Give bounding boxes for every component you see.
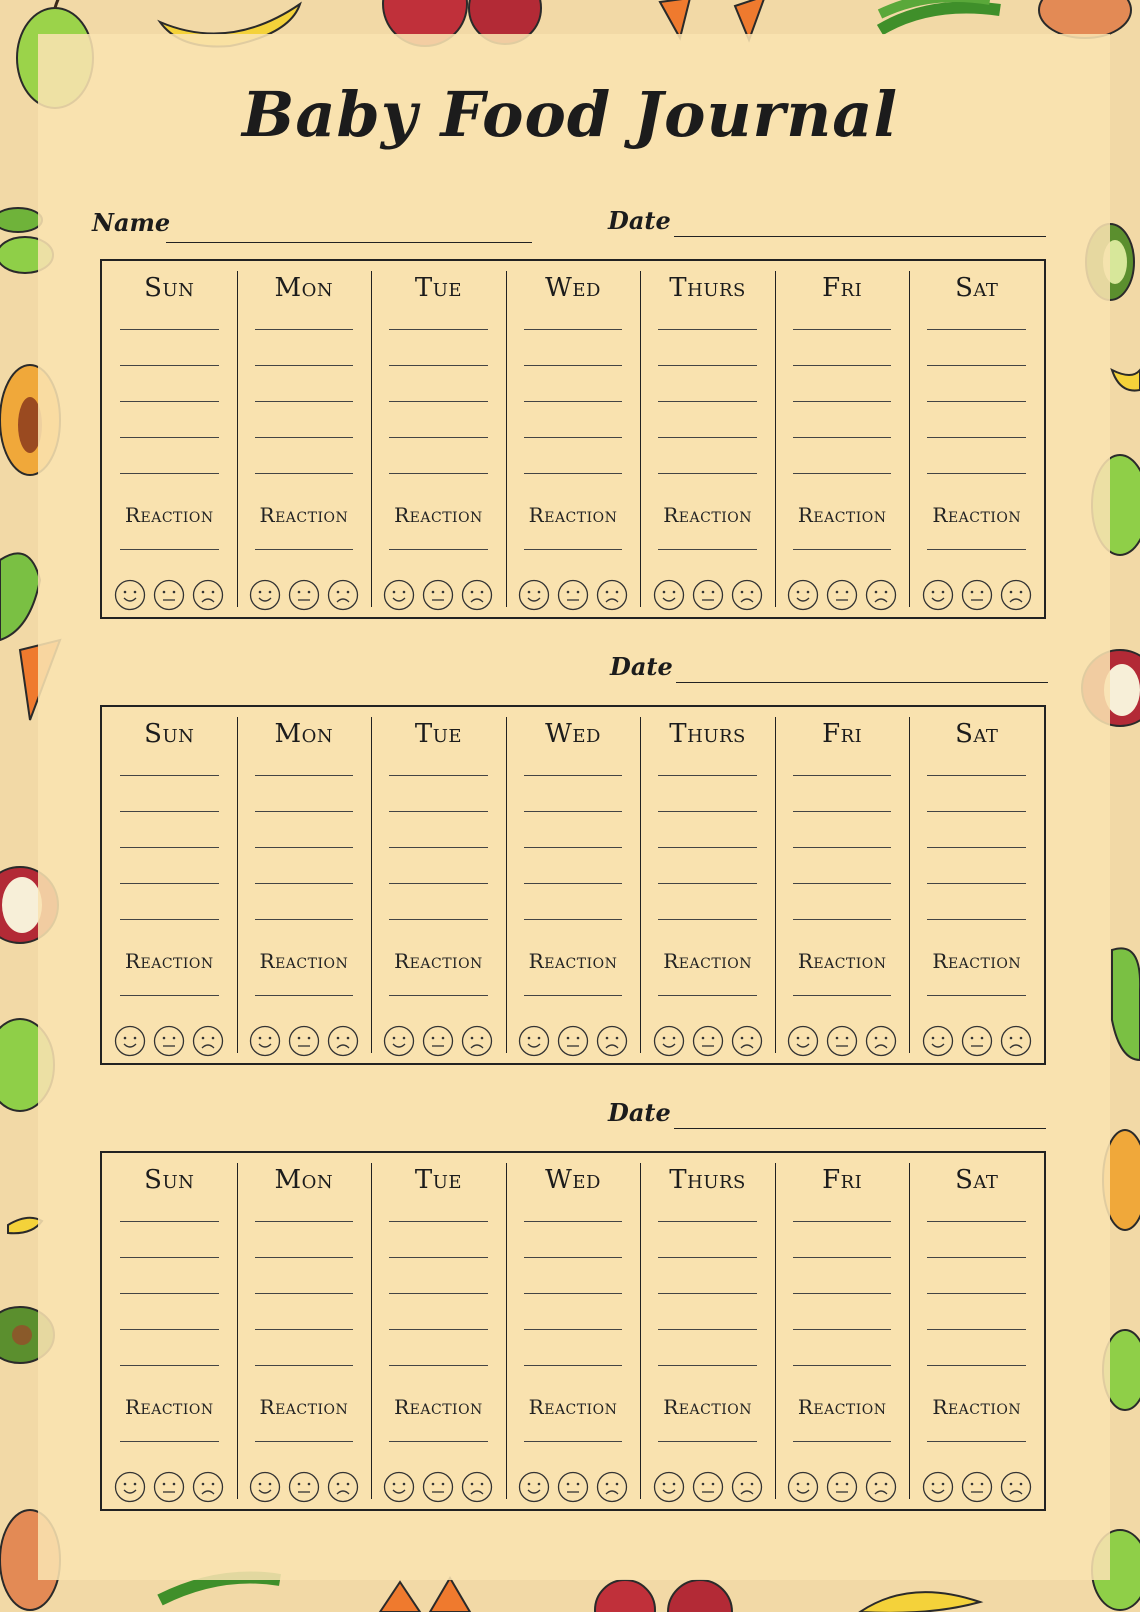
food-entry-line[interactable] bbox=[524, 775, 623, 776]
date-label: Date bbox=[608, 1098, 671, 1127]
food-entry-line[interactable] bbox=[524, 1257, 623, 1258]
day-name: Wed bbox=[545, 273, 601, 303]
food-entry-line[interactable] bbox=[120, 401, 219, 402]
happy-face-icon[interactable] bbox=[653, 579, 685, 611]
food-entry-line[interactable] bbox=[389, 437, 488, 438]
reaction-label: Reaction bbox=[932, 949, 1022, 973]
reaction-label: Reaction bbox=[394, 949, 483, 973]
food-entry-line[interactable] bbox=[524, 1293, 623, 1294]
happy-face-icon[interactable] bbox=[114, 579, 146, 611]
food-entry-line[interactable] bbox=[120, 811, 219, 812]
food-entry-line[interactable] bbox=[793, 1221, 892, 1222]
sad-face-icon[interactable] bbox=[327, 579, 359, 611]
reaction-entry-line[interactable] bbox=[524, 1441, 623, 1442]
neutral-face-icon[interactable] bbox=[422, 579, 454, 611]
food-entry-line[interactable] bbox=[524, 883, 623, 884]
day-name: Mon bbox=[274, 1165, 334, 1195]
neutral-face-icon[interactable] bbox=[961, 1025, 993, 1057]
neutral-face-icon[interactable] bbox=[692, 579, 724, 611]
reaction-label: Reaction bbox=[932, 503, 1022, 527]
reaction-label: Reaction bbox=[259, 1395, 349, 1419]
food-entry-line[interactable] bbox=[389, 775, 488, 776]
food-entry-line[interactable] bbox=[255, 1221, 354, 1222]
day-column-tue bbox=[371, 707, 506, 1063]
day-name: Sat bbox=[955, 719, 999, 749]
day-name: Fri bbox=[822, 1165, 863, 1195]
reaction-faces bbox=[506, 1025, 641, 1057]
food-entry-line[interactable] bbox=[524, 919, 623, 920]
food-entry-line[interactable] bbox=[793, 919, 892, 920]
happy-face-icon[interactable] bbox=[249, 1025, 281, 1057]
food-entry-line[interactable] bbox=[255, 847, 354, 848]
food-entry-line[interactable] bbox=[927, 847, 1026, 848]
happy-face-icon[interactable] bbox=[922, 1471, 954, 1503]
food-entry-line[interactable] bbox=[120, 437, 219, 438]
day-column-sun bbox=[102, 261, 237, 617]
reaction-entry-line[interactable] bbox=[389, 995, 488, 996]
apple-icon bbox=[595, 1580, 732, 1612]
food-entry-line[interactable] bbox=[927, 919, 1026, 920]
food-entry-line[interactable] bbox=[793, 1257, 892, 1258]
reaction-label: Reaction bbox=[259, 949, 349, 973]
page-title: Baby Food Journal bbox=[241, 78, 899, 151]
day-name: Thurs bbox=[669, 273, 746, 303]
food-entry-line[interactable] bbox=[255, 437, 354, 438]
food-entry-line[interactable] bbox=[389, 1329, 488, 1330]
food-entry-line[interactable] bbox=[658, 1257, 757, 1258]
neutral-face-icon[interactable] bbox=[692, 1471, 724, 1503]
reaction-entry-line[interactable] bbox=[927, 549, 1026, 550]
sad-face-icon[interactable] bbox=[596, 579, 628, 611]
reaction-faces bbox=[371, 1025, 506, 1057]
reaction-entry-line[interactable] bbox=[927, 995, 1026, 996]
neutral-face-icon[interactable] bbox=[557, 1025, 589, 1057]
food-entry-line[interactable] bbox=[793, 1329, 892, 1330]
food-entry-line[interactable] bbox=[524, 811, 623, 812]
reaction-faces bbox=[640, 1471, 775, 1503]
day-column-wed bbox=[506, 261, 641, 617]
food-entry-line[interactable] bbox=[927, 1293, 1026, 1294]
happy-face-icon[interactable] bbox=[518, 579, 550, 611]
reaction-entry-line[interactable] bbox=[793, 1441, 892, 1442]
day-name: Fri bbox=[822, 719, 863, 749]
reaction-entry-line[interactable] bbox=[389, 549, 488, 550]
day-column-thurs bbox=[640, 707, 775, 1063]
lettuce-icon bbox=[0, 553, 40, 640]
reaction-entry-line[interactable] bbox=[524, 995, 623, 996]
reaction-label: Reaction bbox=[394, 1395, 483, 1419]
food-entry-line[interactable] bbox=[389, 919, 488, 920]
reaction-entry-line[interactable] bbox=[120, 549, 219, 550]
food-entry-line[interactable] bbox=[658, 473, 757, 474]
food-entry-line[interactable] bbox=[120, 919, 219, 920]
reaction-label: Reaction bbox=[797, 949, 887, 973]
food-entry-line[interactable] bbox=[389, 883, 488, 884]
reaction-entry-line[interactable] bbox=[120, 1441, 219, 1442]
day-name: Mon bbox=[274, 719, 334, 749]
food-entry-line[interactable] bbox=[389, 1365, 488, 1366]
neutral-face-icon[interactable] bbox=[557, 579, 589, 611]
sad-face-icon[interactable] bbox=[731, 1471, 763, 1503]
food-entry-line[interactable] bbox=[120, 775, 219, 776]
sad-face-icon[interactable] bbox=[461, 1025, 493, 1057]
reaction-label: Reaction bbox=[124, 1395, 214, 1419]
food-entry-line[interactable] bbox=[120, 1257, 219, 1258]
happy-face-icon[interactable] bbox=[787, 1471, 819, 1503]
food-entry-line[interactable] bbox=[120, 883, 219, 884]
date-field[interactable] bbox=[674, 1128, 1046, 1129]
food-entry-line[interactable] bbox=[255, 883, 354, 884]
neutral-face-icon[interactable] bbox=[961, 1471, 993, 1503]
sweet-potato-icon bbox=[1039, 0, 1131, 38]
food-entry-line[interactable] bbox=[120, 473, 219, 474]
neutral-face-icon[interactable] bbox=[288, 1471, 320, 1503]
food-entry-line[interactable] bbox=[120, 365, 219, 366]
food-entry-line[interactable] bbox=[793, 1293, 892, 1294]
food-entry-line[interactable] bbox=[927, 1365, 1026, 1366]
reaction-faces bbox=[506, 579, 641, 611]
sad-face-icon[interactable] bbox=[1000, 1471, 1032, 1503]
food-entry-line[interactable] bbox=[793, 401, 892, 402]
green-beans-icon bbox=[880, 0, 1000, 30]
happy-face-icon[interactable] bbox=[249, 579, 281, 611]
day-column-sun bbox=[102, 707, 237, 1063]
carrot-icon bbox=[380, 1578, 470, 1612]
day-name: Fri bbox=[822, 273, 863, 303]
reaction-faces bbox=[640, 579, 775, 611]
day-column-sat bbox=[909, 261, 1044, 617]
reaction-entry-line[interactable] bbox=[658, 1441, 757, 1442]
food-entry-line[interactable] bbox=[793, 329, 892, 330]
food-entry-line[interactable] bbox=[389, 473, 488, 474]
sad-face-icon[interactable] bbox=[461, 579, 493, 611]
food-entry-line[interactable] bbox=[927, 1221, 1026, 1222]
neutral-face-icon[interactable] bbox=[422, 1471, 454, 1503]
reaction-label: Reaction bbox=[124, 503, 214, 527]
reaction-faces bbox=[237, 579, 372, 611]
food-entry-line[interactable] bbox=[524, 473, 623, 474]
reaction-entry-line[interactable] bbox=[793, 995, 892, 996]
food-entry-line[interactable] bbox=[255, 329, 354, 330]
reaction-label: Reaction bbox=[797, 503, 887, 527]
food-entry-line[interactable] bbox=[793, 1365, 892, 1366]
reaction-faces bbox=[640, 1025, 775, 1057]
neutral-face-icon[interactable] bbox=[826, 1025, 858, 1057]
reaction-entry-line[interactable] bbox=[793, 549, 892, 550]
food-entry-line[interactable] bbox=[793, 811, 892, 812]
food-entry-line[interactable] bbox=[658, 1329, 757, 1330]
day-column-wed bbox=[506, 707, 641, 1063]
food-entry-line[interactable] bbox=[389, 401, 488, 402]
day-name: Thurs bbox=[669, 1165, 746, 1195]
day-column-tue bbox=[371, 261, 506, 617]
food-entry-line[interactable] bbox=[658, 1221, 757, 1222]
sad-face-icon[interactable] bbox=[327, 1025, 359, 1057]
food-entry-line[interactable] bbox=[389, 1293, 488, 1294]
reaction-label: Reaction bbox=[259, 503, 349, 527]
food-entry-line[interactable] bbox=[927, 811, 1026, 812]
food-entry-line[interactable] bbox=[793, 437, 892, 438]
neutral-face-icon[interactable] bbox=[692, 1025, 724, 1057]
name-field[interactable] bbox=[166, 242, 532, 243]
day-column-mon bbox=[237, 707, 372, 1063]
day-column-fri bbox=[775, 261, 910, 617]
sad-face-icon[interactable] bbox=[192, 579, 224, 611]
food-entry-line[interactable] bbox=[927, 1329, 1026, 1330]
happy-face-icon[interactable] bbox=[383, 579, 415, 611]
happy-face-icon[interactable] bbox=[922, 579, 954, 611]
food-entry-line[interactable] bbox=[255, 365, 354, 366]
neutral-face-icon[interactable] bbox=[153, 1025, 185, 1057]
food-entry-line[interactable] bbox=[120, 1329, 219, 1330]
food-entry-line[interactable] bbox=[793, 473, 892, 474]
banana-icon bbox=[8, 1218, 42, 1233]
day-column-fri bbox=[775, 1153, 910, 1509]
food-entry-line[interactable] bbox=[927, 365, 1026, 366]
food-entry-line[interactable] bbox=[658, 847, 757, 848]
sad-face-icon[interactable] bbox=[731, 579, 763, 611]
date-field[interactable] bbox=[674, 236, 1046, 237]
day-column-tue bbox=[371, 1153, 506, 1509]
happy-face-icon[interactable] bbox=[787, 1025, 819, 1057]
day-column-sat bbox=[909, 1153, 1044, 1509]
food-entry-line[interactable] bbox=[658, 775, 757, 776]
reaction-faces bbox=[237, 1025, 372, 1057]
food-entry-line[interactable] bbox=[927, 329, 1026, 330]
food-entry-line[interactable] bbox=[389, 329, 488, 330]
food-entry-line[interactable] bbox=[524, 329, 623, 330]
food-entry-line[interactable] bbox=[255, 401, 354, 402]
day-name: Sat bbox=[955, 273, 999, 303]
reaction-entry-line[interactable] bbox=[389, 1441, 488, 1442]
food-entry-line[interactable] bbox=[255, 811, 354, 812]
food-entry-line[interactable] bbox=[927, 437, 1026, 438]
sad-face-icon[interactable] bbox=[327, 1471, 359, 1503]
food-entry-line[interactable] bbox=[120, 1293, 219, 1294]
food-entry-line[interactable] bbox=[120, 1365, 219, 1366]
food-entry-line[interactable] bbox=[927, 775, 1026, 776]
food-entry-line[interactable] bbox=[389, 365, 488, 366]
reaction-label: Reaction bbox=[528, 503, 618, 527]
reaction-label: Reaction bbox=[528, 1395, 618, 1419]
food-entry-line[interactable] bbox=[927, 1257, 1026, 1258]
reaction-faces bbox=[506, 1471, 641, 1503]
reaction-faces bbox=[371, 1471, 506, 1503]
reaction-faces bbox=[102, 1025, 237, 1057]
neutral-face-icon[interactable] bbox=[826, 1471, 858, 1503]
food-entry-line[interactable] bbox=[255, 919, 354, 920]
reaction-entry-line[interactable] bbox=[255, 1441, 354, 1442]
reaction-faces bbox=[775, 1471, 910, 1503]
reaction-faces bbox=[102, 579, 237, 611]
reaction-entry-line[interactable] bbox=[120, 995, 219, 996]
neutral-face-icon[interactable] bbox=[422, 1025, 454, 1057]
day-name: Tue bbox=[414, 719, 463, 749]
happy-face-icon[interactable] bbox=[787, 579, 819, 611]
day-name: Mon bbox=[274, 273, 334, 303]
reaction-faces bbox=[237, 1471, 372, 1503]
name-label: Name bbox=[92, 208, 171, 237]
food-entry-line[interactable] bbox=[658, 883, 757, 884]
food-entry-line[interactable] bbox=[658, 329, 757, 330]
sad-face-icon[interactable] bbox=[1000, 1025, 1032, 1057]
food-entry-line[interactable] bbox=[658, 919, 757, 920]
food-entry-line[interactable] bbox=[389, 1257, 488, 1258]
food-entry-line[interactable] bbox=[927, 883, 1026, 884]
banana-icon bbox=[860, 1592, 980, 1612]
reaction-label: Reaction bbox=[663, 503, 752, 527]
reaction-faces bbox=[102, 1471, 237, 1503]
day-column-mon bbox=[237, 261, 372, 617]
date-label: Date bbox=[610, 652, 673, 681]
date-field[interactable] bbox=[676, 682, 1048, 683]
day-name: Tue bbox=[414, 1165, 463, 1195]
week-table bbox=[100, 705, 1046, 1065]
food-entry-line[interactable] bbox=[524, 365, 623, 366]
sad-face-icon[interactable] bbox=[731, 1025, 763, 1057]
neutral-face-icon[interactable] bbox=[961, 579, 993, 611]
reaction-faces bbox=[909, 1471, 1044, 1503]
food-entry-line[interactable] bbox=[120, 1221, 219, 1222]
day-name: Wed bbox=[545, 1165, 601, 1195]
food-entry-line[interactable] bbox=[658, 365, 757, 366]
day-name: Wed bbox=[545, 719, 601, 749]
food-entry-line[interactable] bbox=[793, 847, 892, 848]
day-name: Sun bbox=[144, 1165, 195, 1195]
reaction-faces bbox=[775, 579, 910, 611]
food-entry-line[interactable] bbox=[793, 365, 892, 366]
neutral-face-icon[interactable] bbox=[288, 579, 320, 611]
food-entry-line[interactable] bbox=[658, 437, 757, 438]
food-entry-line[interactable] bbox=[793, 883, 892, 884]
day-column-sun bbox=[102, 1153, 237, 1509]
reaction-entry-line[interactable] bbox=[255, 549, 354, 550]
day-column-wed bbox=[506, 1153, 641, 1509]
happy-face-icon[interactable] bbox=[383, 1025, 415, 1057]
sad-face-icon[interactable] bbox=[192, 1471, 224, 1503]
sad-face-icon[interactable] bbox=[865, 579, 897, 611]
day-name: Thurs bbox=[669, 719, 746, 749]
week-table bbox=[100, 259, 1046, 619]
happy-face-icon[interactable] bbox=[249, 1471, 281, 1503]
happy-face-icon[interactable] bbox=[653, 1025, 685, 1057]
sad-face-icon[interactable] bbox=[461, 1471, 493, 1503]
day-column-sat bbox=[909, 707, 1044, 1063]
green-beans-icon bbox=[160, 1578, 280, 1601]
day-column-thurs bbox=[640, 1153, 775, 1509]
neutral-face-icon[interactable] bbox=[826, 579, 858, 611]
food-entry-line[interactable] bbox=[120, 329, 219, 330]
reaction-faces bbox=[909, 579, 1044, 611]
food-entry-line[interactable] bbox=[255, 775, 354, 776]
reaction-label: Reaction bbox=[663, 949, 752, 973]
food-entry-line[interactable] bbox=[120, 847, 219, 848]
food-entry-line[interactable] bbox=[927, 401, 1026, 402]
neutral-face-icon[interactable] bbox=[153, 1471, 185, 1503]
day-name: Sat bbox=[955, 1165, 999, 1195]
sad-face-icon[interactable] bbox=[1000, 579, 1032, 611]
food-entry-line[interactable] bbox=[255, 1257, 354, 1258]
food-entry-line[interactable] bbox=[389, 1221, 488, 1222]
happy-face-icon[interactable] bbox=[518, 1471, 550, 1503]
date-label: Date bbox=[608, 206, 671, 235]
food-entry-line[interactable] bbox=[389, 811, 488, 812]
reaction-label: Reaction bbox=[932, 1395, 1022, 1419]
banana-icon bbox=[1112, 370, 1140, 391]
reaction-faces bbox=[371, 579, 506, 611]
day-column-fri bbox=[775, 707, 910, 1063]
reaction-faces bbox=[775, 1025, 910, 1057]
food-entry-line[interactable] bbox=[255, 1329, 354, 1330]
reaction-label: Reaction bbox=[663, 1395, 752, 1419]
sad-face-icon[interactable] bbox=[596, 1471, 628, 1503]
food-entry-line[interactable] bbox=[524, 401, 623, 402]
food-entry-line[interactable] bbox=[255, 1365, 354, 1366]
happy-face-icon[interactable] bbox=[114, 1025, 146, 1057]
sad-face-icon[interactable] bbox=[865, 1471, 897, 1503]
food-entry-line[interactable] bbox=[524, 1329, 623, 1330]
day-name: Tue bbox=[414, 273, 463, 303]
food-entry-line[interactable] bbox=[524, 437, 623, 438]
happy-face-icon[interactable] bbox=[518, 1025, 550, 1057]
reaction-entry-line[interactable] bbox=[927, 1441, 1026, 1442]
reaction-label: Reaction bbox=[797, 1395, 887, 1419]
food-entry-line[interactable] bbox=[524, 847, 623, 848]
food-entry-line[interactable] bbox=[524, 1365, 623, 1366]
day-name: Sun bbox=[144, 719, 195, 749]
reaction-faces bbox=[909, 1025, 1044, 1057]
food-entry-line[interactable] bbox=[255, 473, 354, 474]
food-entry-line[interactable] bbox=[927, 473, 1026, 474]
happy-face-icon[interactable] bbox=[922, 1025, 954, 1057]
happy-face-icon[interactable] bbox=[383, 1471, 415, 1503]
reaction-entry-line[interactable] bbox=[658, 549, 757, 550]
reaction-entry-line[interactable] bbox=[658, 995, 757, 996]
day-column-thurs bbox=[640, 261, 775, 617]
sad-face-icon[interactable] bbox=[192, 1025, 224, 1057]
neutral-face-icon[interactable] bbox=[288, 1025, 320, 1057]
happy-face-icon[interactable] bbox=[114, 1471, 146, 1503]
week-table bbox=[100, 1151, 1046, 1511]
reaction-entry-line[interactable] bbox=[255, 995, 354, 996]
reaction-label: Reaction bbox=[394, 503, 483, 527]
food-entry-line[interactable] bbox=[658, 1365, 757, 1366]
day-name: Sun bbox=[144, 273, 195, 303]
reaction-entry-line[interactable] bbox=[524, 549, 623, 550]
food-entry-line[interactable] bbox=[389, 847, 488, 848]
neutral-face-icon[interactable] bbox=[557, 1471, 589, 1503]
food-entry-line[interactable] bbox=[658, 1293, 757, 1294]
day-column-mon bbox=[237, 1153, 372, 1509]
happy-face-icon[interactable] bbox=[653, 1471, 685, 1503]
sad-face-icon[interactable] bbox=[596, 1025, 628, 1057]
reaction-label: Reaction bbox=[124, 949, 214, 973]
food-entry-line[interactable] bbox=[255, 1293, 354, 1294]
food-entry-line[interactable] bbox=[524, 1221, 623, 1222]
food-entry-line[interactable] bbox=[658, 401, 757, 402]
neutral-face-icon[interactable] bbox=[153, 579, 185, 611]
food-entry-line[interactable] bbox=[793, 775, 892, 776]
reaction-label: Reaction bbox=[528, 949, 618, 973]
food-entry-line[interactable] bbox=[658, 811, 757, 812]
lettuce-icon bbox=[1112, 948, 1140, 1060]
sad-face-icon[interactable] bbox=[865, 1025, 897, 1057]
